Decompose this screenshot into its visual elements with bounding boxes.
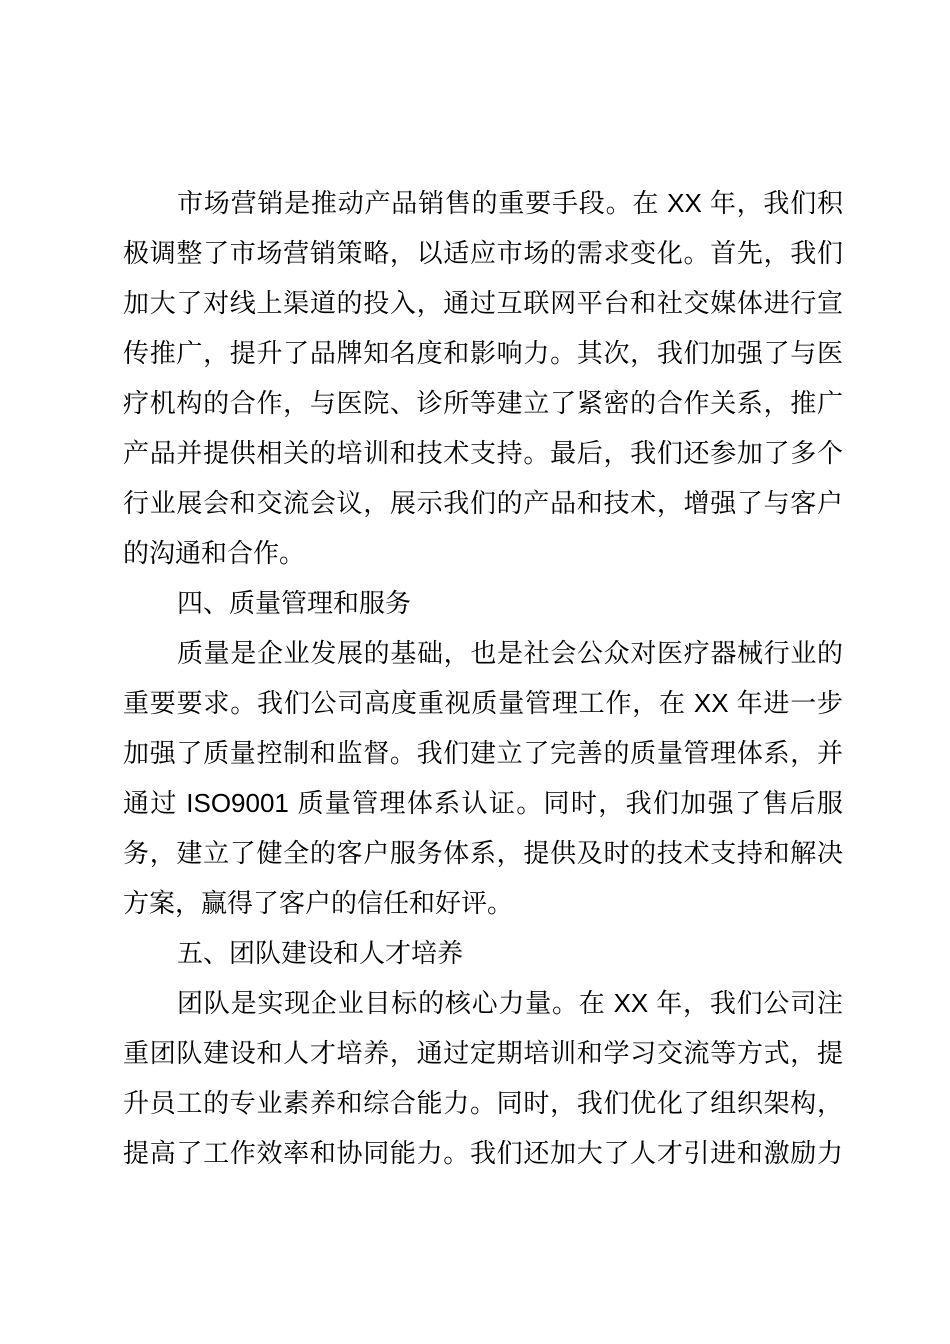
text-line: 通过 ISO9001 质量管理体系认证。同时，我们加强了售后服 [123,788,843,818]
text-line: 重团队建设和人才培养，通过定期培训和学习交流等方式，提 [123,1038,843,1068]
document-text-block [123,178,843,1178]
text-line: 务，建立了健全的客户服务体系，提供及时的技术支持和解决 [123,838,843,868]
text-line: 产品并提供相关的培训和技术支持。最后，我们还参加了多个 [123,438,843,468]
text-line: 行业展会和交流会议，展示我们的产品和技术，增强了与客户 [123,488,843,518]
text-line: 提高了工作效率和协同能力。我们还加大了人才引进和激励力 [123,1138,843,1168]
text-line: 疗机构的合作，与医院、诊所等建立了紧密的合作关系，推广 [123,388,843,418]
text-line: 的沟通和合作。 [123,538,306,568]
text-line: 四、质量管理和服务 [177,588,412,618]
text-line: 市场营销是推动产品销售的重要手段。在 XX 年，我们积 [177,188,843,218]
text-line: 加大了对线上渠道的投入，通过互联网平台和社交媒体进行宣 [123,288,843,318]
text-line: 团队是实现企业目标的核心力量。在 XX 年，我们公司注 [177,988,843,1018]
text-line: 传推广，提升了品牌知名度和影响力。其次，我们加强了与医 [123,338,843,368]
text-line: 方案，赢得了客户的信任和好评。 [123,888,514,918]
text-line: 升员工的专业素养和综合能力。同时，我们优化了组织架构， [123,1088,843,1118]
text-line: 质量是企业发展的基础，也是社会公众对医疗器械行业的 [177,638,843,668]
text-line: 重要要求。我们公司高度重视质量管理工作，在 XX 年进一步 [123,688,843,718]
text-line: 五、团队建设和人才培养 [177,938,464,968]
text-line: 极调整了市场营销策略，以适应市场的需求变化。首先，我们 [123,238,843,268]
text-line: 加强了质量控制和监督。我们建立了完善的质量管理体系，并 [123,738,843,768]
